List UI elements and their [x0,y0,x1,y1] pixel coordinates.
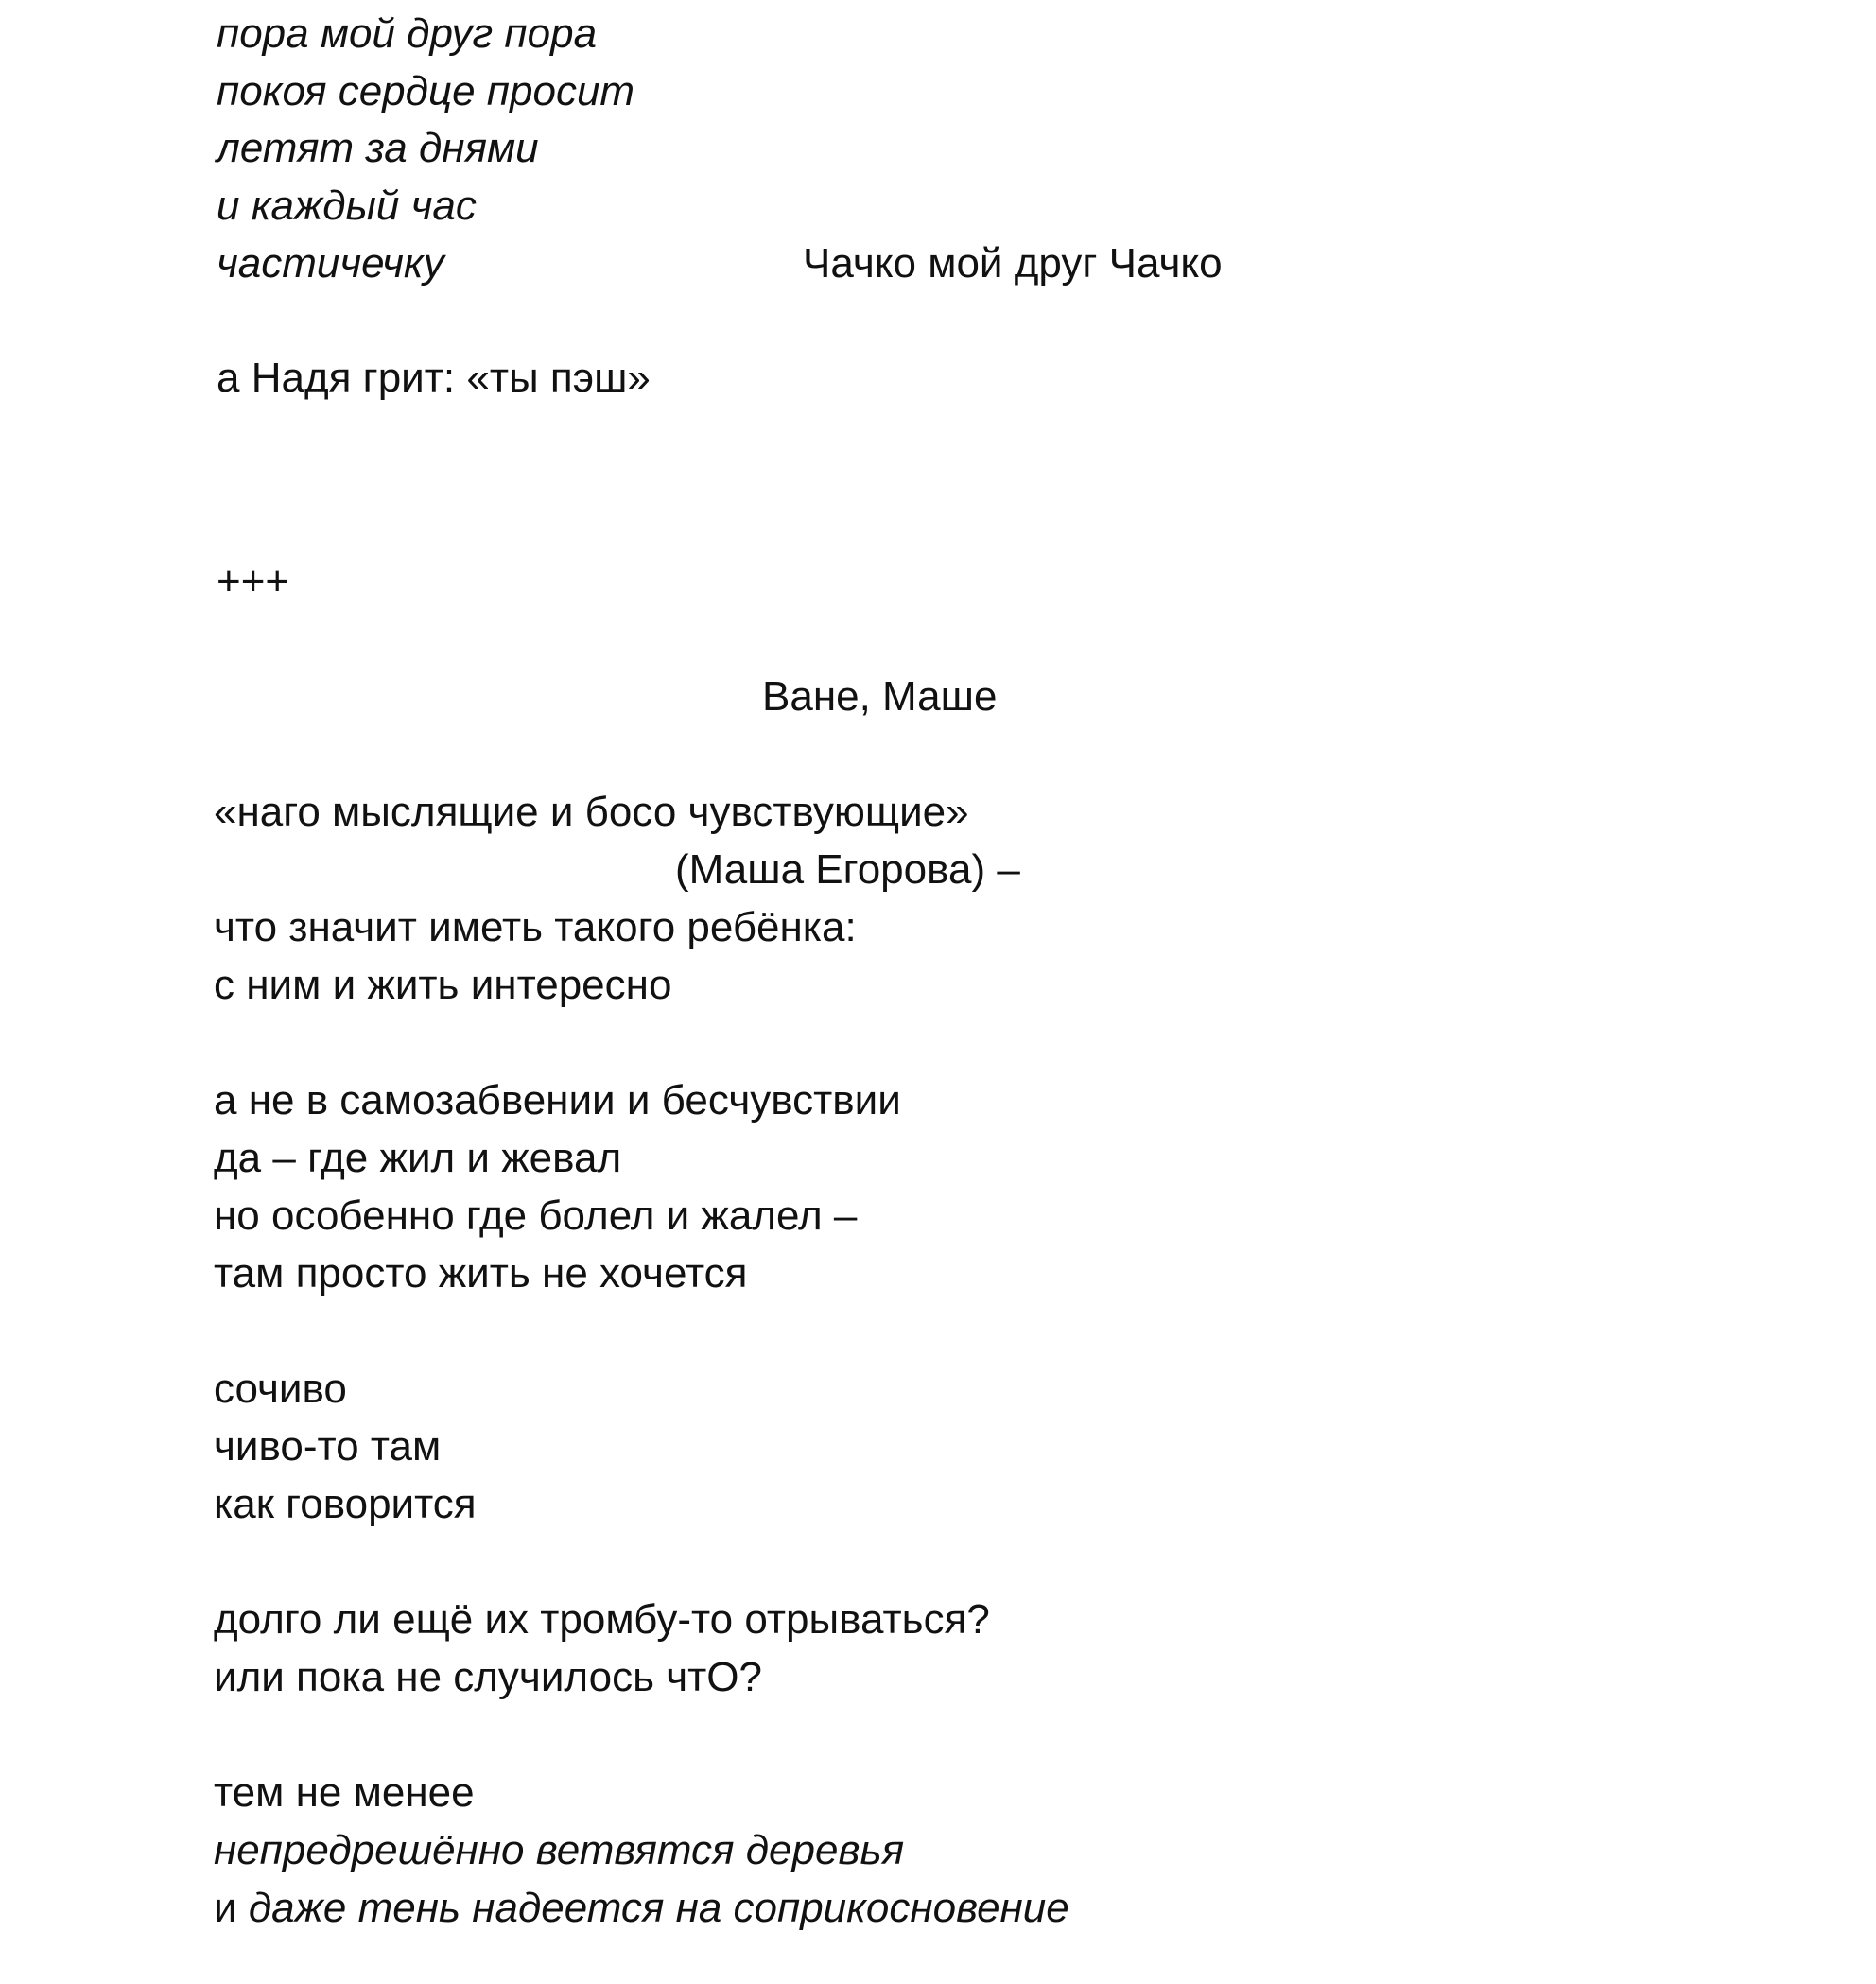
poem2-epigraph-source: (Маша Егорова) – [675,846,1020,893]
poem1-line-5: частичечку [217,240,444,287]
poem2-stanza5-line-3-plain: и [214,1885,237,1931]
poem2-stanza3-line-3: как говорится [214,1481,477,1527]
poem2-stanza4-line-1: долго ли ещё их тромбу-то отрываться? [214,1596,990,1643]
poem2-dedication: Ване, Маше [762,673,998,720]
poem1-line-3: летят за днями [217,125,539,171]
poem1-right-note: Чачко мой друг Чачко [803,240,1223,287]
poem2-stanza5-line-1: тем не менее [214,1769,475,1816]
poem1-line-1: пора мой друг пора [217,10,598,57]
poem2-stanza5-line-3 [214,1884,1069,1933]
poem2-stanza2-line-2: да – где жил и жевал [214,1135,622,1181]
poem2-stanza4-line-2: или пока не случилось чтО? [214,1654,762,1700]
poem2-stanza1-line-1: что значит иметь такого ребёнка: [214,904,857,950]
poem2-stanza2-line-3: но особенно где болел и жалел – [214,1192,858,1239]
section-separator: +++ [217,558,290,604]
poem2-epigraph: «наго мыслящие и босо чувствующие» [214,789,969,835]
poem1-line-4: и каждый час [217,183,477,229]
poem2-stanza2-line-4: там просто жить не хочется [214,1250,748,1297]
poem2-stanza5-line-3-italic: даже тень надеется на соприкосновение [248,1885,1069,1931]
poem1-closing-line: а Надя грит: «ты пэш» [217,355,651,401]
poem2-stanza3-line-2: чиво-то там [214,1423,442,1470]
poem1-line-2: покоя сердце просит [217,68,635,114]
poem2-stanza2-line-1: а не в самозабвении и бесчувствии [214,1077,901,1123]
poem2-stanza3-line-1: сочиво [214,1366,347,1412]
poem2-stanza1-line-2: с ним и жить интересно [214,962,672,1008]
poem2-stanza5-line-2: непредрешённо ветвятся деревья [214,1827,905,1873]
